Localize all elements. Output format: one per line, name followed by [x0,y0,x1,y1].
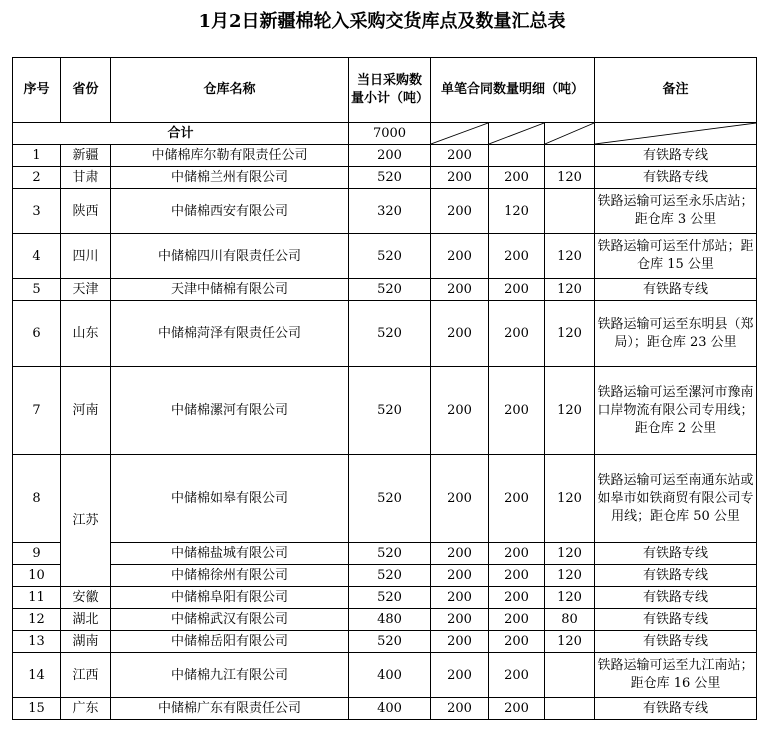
row-contract-2: 200 [489,653,545,698]
row-remark: 有铁路专线 [595,587,757,609]
row-warehouse: 中储棉武汉有限公司 [111,609,349,631]
row-contract-2: 200 [489,234,545,279]
header-daily-qty: 当日采购数量小计（吨） [349,58,431,123]
row-seq: 5 [13,279,61,301]
total-label: 合计 [13,123,349,145]
row-contract-3 [545,653,595,698]
row-seq: 12 [13,609,61,631]
row-seq: 8 [13,455,61,543]
row-contract-1: 200 [431,167,489,189]
row-seq: 10 [13,565,61,587]
row-contract-3: 120 [545,631,595,653]
row-province: 广东 [61,698,111,720]
row-qty: 200 [349,145,431,167]
row-contract-2: 200 [489,279,545,301]
row-remark: 有铁路专线 [595,167,757,189]
row-province: 甘肃 [61,167,111,189]
row-seq: 1 [13,145,61,167]
row-remark: 铁路运输可运至永乐店站；距仓库 3 公里 [595,189,757,234]
table-row [13,587,757,609]
row-contract-2: 200 [489,455,545,543]
row-remark: 有铁路专线 [595,698,757,720]
row-remark: 有铁路专线 [595,609,757,631]
row-province: 安徽 [61,587,111,609]
table-body [13,123,757,720]
row-qty: 520 [349,455,431,543]
row-contract-1: 200 [431,698,489,720]
row-warehouse: 中储棉九江有限公司 [111,653,349,698]
row-remark: 铁路运输可运至九江南站；距仓库 16 公里 [595,653,757,698]
row-warehouse: 中储棉盐城有限公司 [111,543,349,565]
row-contract-3 [545,145,595,167]
row-contract-1: 200 [431,631,489,653]
row-contract-3 [545,189,595,234]
row-contract-2: 200 [489,543,545,565]
diagonal-cell [545,123,595,145]
row-province: 江西 [61,653,111,698]
row-province: 湖南 [61,631,111,653]
row-contract-2: 200 [489,698,545,720]
row-remark: 铁路运输可运至东明县（郑局）；距仓库 23 公里 [595,301,757,367]
row-contract-3: 120 [545,565,595,587]
header-contract-detail: 单笔合同数量明细（吨） [431,58,595,123]
table-row [13,145,757,167]
table-row [13,279,757,301]
row-warehouse: 中储棉兰州有限公司 [111,167,349,189]
table-row [13,631,757,653]
row-contract-3: 120 [545,455,595,543]
row-warehouse: 中储棉菏泽有限责任公司 [111,301,349,367]
row-province: 新疆 [61,145,111,167]
row-qty: 520 [349,167,431,189]
row-contract-1: 200 [431,234,489,279]
total-row [13,123,757,145]
row-remark: 有铁路专线 [595,543,757,565]
row-contract-3: 120 [545,587,595,609]
row-contract-1: 200 [431,609,489,631]
row-contract-1: 200 [431,279,489,301]
row-contract-3: 80 [545,609,595,631]
diagonal-cell [431,123,489,145]
row-province: 湖北 [61,609,111,631]
row-warehouse: 中储棉徐州有限公司 [111,565,349,587]
row-contract-2: 200 [489,609,545,631]
table-row [13,167,757,189]
row-contract-3: 120 [545,367,595,455]
table-row [13,543,757,565]
row-province: 河南 [61,367,111,455]
header-province: 省份 [61,58,111,123]
row-contract-2: 200 [489,565,545,587]
row-contract-1: 200 [431,301,489,367]
row-contract-2: 200 [489,167,545,189]
table-row [13,609,757,631]
row-contract-2: 200 [489,631,545,653]
row-qty: 520 [349,367,431,455]
row-remark: 有铁路专线 [595,565,757,587]
row-seq: 14 [13,653,61,698]
row-remark: 铁路运输可运至漯河市豫南口岸物流有限公司专用线；距仓库 2 公里 [595,367,757,455]
header-seq: 序号 [13,58,61,123]
row-warehouse: 中储棉库尔勒有限责任公司 [111,145,349,167]
row-warehouse: 中储棉漯河有限公司 [111,367,349,455]
row-qty: 520 [349,565,431,587]
header-remark: 备注 [595,58,757,123]
row-qty: 320 [349,189,431,234]
row-seq: 15 [13,698,61,720]
row-contract-3: 120 [545,543,595,565]
row-qty: 400 [349,653,431,698]
table-row [13,189,757,234]
row-qty: 520 [349,631,431,653]
table-row [13,367,757,455]
row-warehouse: 中储棉如皋有限公司 [111,455,349,543]
row-contract-2: 200 [489,367,545,455]
row-qty: 520 [349,587,431,609]
row-qty: 400 [349,698,431,720]
table-row [13,234,757,279]
row-contract-1: 200 [431,653,489,698]
row-remark: 有铁路专线 [595,279,757,301]
diagonal-cell [595,123,757,145]
row-province: 四川 [61,234,111,279]
row-remark: 有铁路专线 [595,145,757,167]
row-contract-2: 200 [489,301,545,367]
summary-table [12,57,757,720]
row-seq: 9 [13,543,61,565]
row-seq: 13 [13,631,61,653]
row-remark: 铁路运输可运至什邡站；距仓库 15 公里 [595,234,757,279]
page-title: 1月2日新疆棉轮入采购交货库点及数量汇总表 [198,11,566,32]
row-contract-2: 200 [489,587,545,609]
row-seq: 4 [13,234,61,279]
row-contract-1: 200 [431,367,489,455]
row-contract-1: 200 [431,455,489,543]
row-warehouse: 天津中储棉有限公司 [111,279,349,301]
row-contract-2: 120 [489,189,545,234]
row-province: 陕西 [61,189,111,234]
row-contract-3: 120 [545,167,595,189]
row-qty: 520 [349,543,431,565]
diagonal-cell [489,123,545,145]
row-warehouse: 中储棉广东有限责任公司 [111,698,349,720]
table-row [13,565,757,587]
row-qty: 520 [349,279,431,301]
table-row [13,455,757,543]
row-contract-1: 200 [431,145,489,167]
row-province: 天津 [61,279,111,301]
table-row [13,698,757,720]
row-remark: 铁路运输可运至南通东站或如皋市如铁商贸有限公司专用线；距仓库 50 公里 [595,455,757,543]
row-contract-3: 120 [545,301,595,367]
table-row [13,301,757,367]
row-qty: 520 [349,301,431,367]
row-contract-3: 120 [545,279,595,301]
table-row [13,653,757,698]
total-value: 7000 [349,123,431,145]
row-qty: 520 [349,234,431,279]
row-province: 山东 [61,301,111,367]
row-seq: 11 [13,587,61,609]
row-warehouse: 中储棉阜阳有限公司 [111,587,349,609]
row-warehouse: 中储棉西安有限公司 [111,189,349,234]
row-qty: 480 [349,609,431,631]
row-warehouse: 中储棉四川有限责任公司 [111,234,349,279]
row-contract-3 [545,698,595,720]
row-seq: 6 [13,301,61,367]
row-seq: 2 [13,167,61,189]
row-province: 江苏 [61,455,111,587]
row-remark: 有铁路专线 [595,631,757,653]
row-contract-1: 200 [431,587,489,609]
row-seq: 7 [13,367,61,455]
header-warehouse: 仓库名称 [111,58,349,123]
row-contract-2 [489,145,545,167]
row-contract-3: 120 [545,234,595,279]
row-contract-1: 200 [431,189,489,234]
row-contract-1: 200 [431,543,489,565]
row-warehouse: 中储棉岳阳有限公司 [111,631,349,653]
row-seq: 3 [13,189,61,234]
row-contract-1: 200 [431,565,489,587]
